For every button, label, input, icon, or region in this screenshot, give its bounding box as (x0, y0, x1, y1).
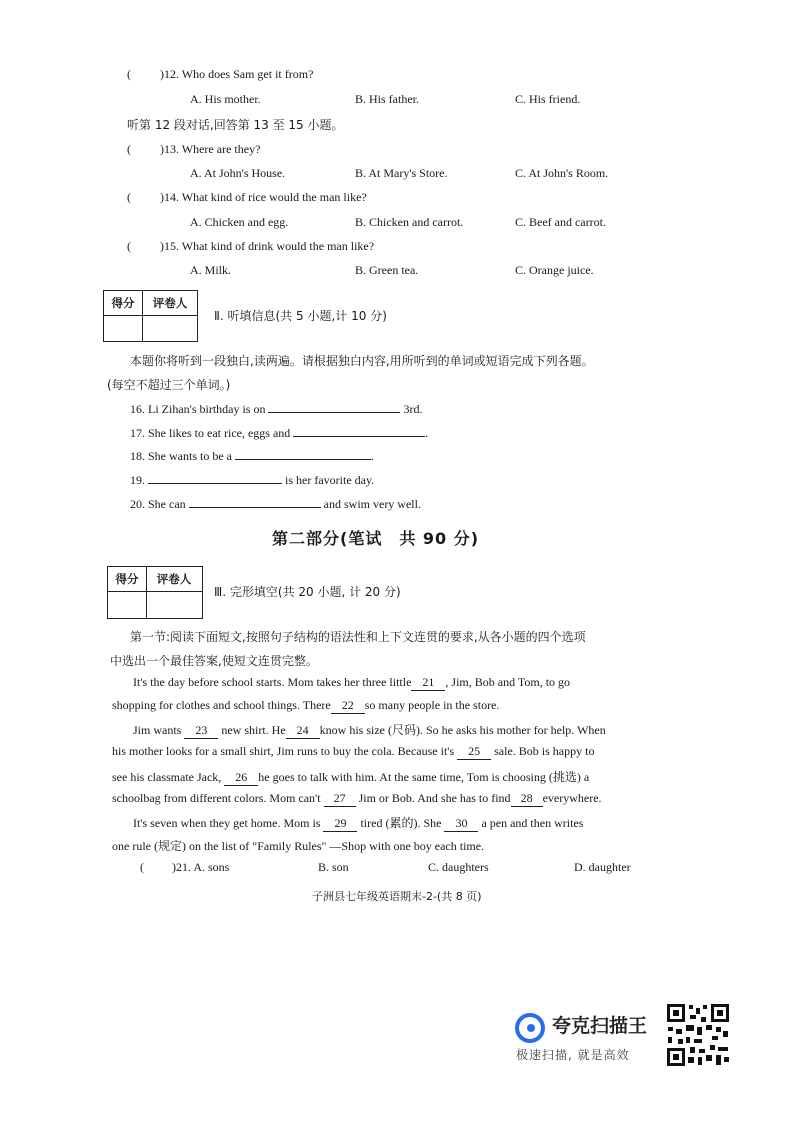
answer-blank[interactable] (268, 400, 400, 413)
grader-label: 评卷人 (152, 296, 188, 310)
page-footer: 子洲县七年级英语期末-2-(共 8 页) (312, 890, 482, 903)
fill-item-17: 17. She likes to eat rice, eggs and . (130, 426, 429, 440)
scanner-slogan: 极速扫描, 就是高效 (516, 1048, 630, 1062)
question-12: )12. Who does Sam get it from? (160, 67, 314, 81)
part-2-title: 第二部分(笔试 共 90 分) (272, 529, 480, 548)
answer-blank[interactable] (189, 495, 321, 508)
cloze-blank-28[interactable]: 28 (511, 791, 543, 807)
divider (104, 315, 197, 316)
passage-line: schoolbag from different colors. Mom can't 27 Jim or Bob. And she has to find 28 everywhere. (112, 791, 602, 805)
section-2-title: Ⅱ. 听填信息(共 5 小题,计 10 分) (214, 309, 387, 323)
question-21: )21. A. sons (172, 860, 230, 874)
option-c: C. Beef and carrot. (515, 215, 606, 229)
scanner-brand: 夸克扫描王 (552, 1015, 648, 1037)
cloze-blank-24[interactable]: 24 (286, 723, 320, 739)
cloze-blank-22[interactable]: 22 (331, 698, 365, 714)
option-a: A. Chicken and egg. (190, 215, 289, 229)
section-2-note: (每空不超过三个单词。) (107, 378, 231, 392)
option-c: C. daughters (428, 860, 489, 874)
section-2-instruction: 本题你将听到一段独白,读两遍。请根据独白内容,用所听到的单词或短语完成下列各题。 (130, 354, 594, 368)
score-label: 得分 (111, 296, 135, 310)
option-c: C. His friend. (515, 92, 581, 106)
section-3-title: Ⅲ. 完形填空(共 20 小题, 计 20 分) (214, 585, 401, 599)
answer-paren: ( (127, 142, 131, 156)
section-3-instruction-2: 中选出一个最佳答案,使短文连贯完整。 (110, 654, 318, 668)
option-b: B. His father. (355, 92, 419, 106)
cloze-blank-26[interactable]: 26 (224, 770, 258, 786)
passage-line: see his classmate Jack, 26 he goes to talk with him. At the same time, Tom is choosing (挑选) a (112, 770, 590, 784)
divider (142, 291, 143, 341)
cloze-blank-30[interactable]: 30 (444, 816, 478, 832)
option-a: A. At John's House. (190, 166, 286, 180)
answer-blank[interactable] (148, 471, 282, 484)
answer-blank[interactable] (293, 424, 425, 437)
question-13: )13. Where are they? (160, 142, 261, 156)
grader-label: 评卷人 (156, 572, 192, 586)
answer-paren: ( (140, 860, 144, 874)
option-b: B. son (318, 860, 349, 874)
question-14: )14. What kind of rice would the man like? (160, 190, 367, 204)
section-3-instruction: 第一节:阅读下面短文,按照句子结构的语法性和上下文连贯的要求,从各小题的四个选项 (130, 630, 586, 644)
cloze-blank-23[interactable]: 23 (184, 723, 218, 739)
fill-item-16: 16. Li Zihan's birthday is on 3rd. (130, 402, 423, 416)
fill-item-19: 19. is her favorite day. (130, 473, 375, 487)
score-box (107, 566, 203, 619)
option-a: A. Milk. (190, 263, 232, 277)
option-b: B. Chicken and carrot. (355, 215, 464, 229)
qr-code-icon (666, 1003, 730, 1067)
cloze-blank-21[interactable]: 21 (411, 675, 445, 691)
cloze-blank-25[interactable]: 25 (457, 744, 491, 760)
passage-line: It's the day before school starts. Mom takes her three little 21 , Jim, Bob and Tom, to go (133, 675, 571, 689)
scanner-logo-dot (527, 1024, 535, 1032)
option-d: D. daughter (574, 860, 631, 874)
option-b: B. Green tea. (355, 263, 419, 277)
option-b: B. At Mary's Store. (355, 166, 448, 180)
option-a: A. His mother. (190, 92, 261, 106)
option-c: C. At John's Room. (515, 166, 609, 180)
answer-paren: ( (127, 190, 131, 204)
passage-line: his mother looks for a small shirt, Jim runs to buy the cola. Because it's 25 sale. Bob is happy to (112, 744, 595, 758)
passage-line: It's seven when they get home. Mom is 29 tired (累的). She 30 a pen and then writes (133, 816, 584, 830)
score-label: 得分 (115, 572, 139, 586)
fill-item-20: 20. She can and swim very well. (130, 497, 421, 511)
answer-paren: ( (127, 239, 131, 253)
score-box (103, 290, 198, 342)
option-c: C. Orange juice. (515, 263, 594, 277)
divider (108, 591, 202, 592)
cloze-blank-29[interactable]: 29 (323, 816, 357, 832)
question-15: )15. What kind of drink would the man like? (160, 239, 375, 253)
passage-line: Jim wants 23 new shirt. He 24 know his size (尺码). So he asks his mother for help. When (133, 723, 606, 737)
fill-item-18: 18. She wants to be a . (130, 449, 374, 463)
cloze-blank-27[interactable]: 27 (324, 791, 356, 807)
passage-line: shopping for clothes and school things. There 22 so many people in the store. (112, 698, 500, 712)
passage-line: one rule (规定) on the list of "Family Rules" —Shop with one boy each time. (112, 839, 485, 853)
answer-paren: ( (127, 67, 131, 81)
dialog-intro: 听第 12 段对话,回答第 13 至 15 小题。 (127, 118, 344, 132)
answer-blank[interactable] (235, 447, 371, 460)
divider (146, 567, 147, 618)
